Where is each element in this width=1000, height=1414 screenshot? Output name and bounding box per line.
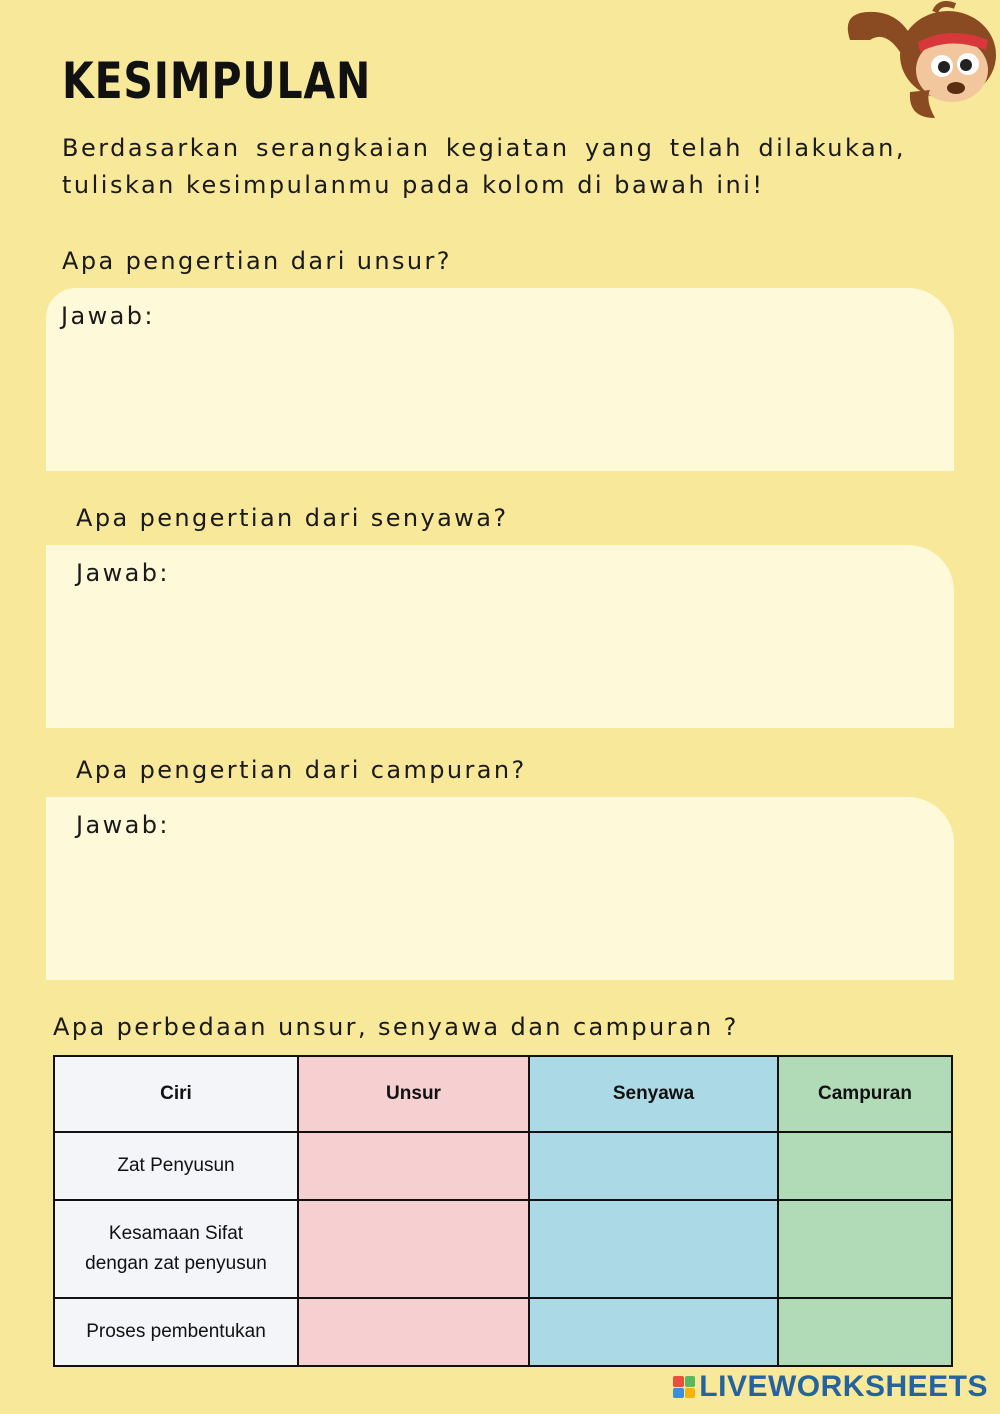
cell-unsur-kesamaan-sifat[interactable]: [298, 1200, 529, 1298]
table-question: Apa perbedaan unsur, senyawa dan campuran ?: [53, 1013, 739, 1041]
header-ciri: Ciri: [54, 1056, 298, 1132]
table-row: [54, 1298, 952, 1366]
header-unsur: Unsur: [298, 1056, 529, 1132]
row-label-line: Kesamaan Sifat: [108, 1223, 244, 1244]
cell-campuran-zat-penyusun[interactable]: [778, 1132, 952, 1200]
cell-campuran-kesamaan-sifat[interactable]: [778, 1200, 952, 1298]
answer-label: Jawab:: [76, 559, 170, 587]
answer-box-unsur: [46, 288, 954, 471]
row-label-line: dengan zat penyusun: [85, 1253, 267, 1274]
answer-box-senyawa: [46, 545, 954, 728]
table-header-row: [54, 1056, 952, 1132]
row-label-zat-penyusun: Zat Penyusun: [54, 1132, 298, 1200]
cell-unsur-zat-penyusun[interactable]: [298, 1132, 529, 1200]
table-row: [54, 1200, 952, 1298]
cell-senyawa-proses-pembentukan[interactable]: [529, 1298, 778, 1366]
question-senyawa: Apa pengertian dari senyawa?: [76, 504, 509, 532]
monkey-illustration: [830, 0, 1000, 125]
answer-label: Jawab:: [76, 811, 170, 839]
liveworksheets-grid-icon: [673, 1376, 695, 1398]
question-campuran: Apa pengertian dari campuran?: [76, 756, 527, 784]
comparison-table: [53, 1055, 953, 1367]
question-unsur: Apa pengertian dari unsur?: [62, 247, 452, 275]
instructions-text: Berdasarkan serangkaian kegiatan yang telah dilakukan, tuliskan kesimpulanmu pada kolom di bawah ini!: [62, 134, 906, 199]
page-title: KESIMPULAN: [62, 52, 372, 110]
row-label-kesamaan-sifat: [54, 1200, 298, 1298]
answer-input-unsur[interactable]: [76, 338, 924, 459]
cell-senyawa-kesamaan-sifat[interactable]: [529, 1200, 778, 1298]
answer-label: Jawab:: [61, 302, 155, 330]
row-label-proses-pembentukan: Proses pembentukan: [54, 1298, 298, 1366]
answer-box-campuran: [46, 797, 954, 980]
answer-input-senyawa[interactable]: [76, 595, 924, 716]
header-senyawa: Senyawa: [529, 1056, 778, 1132]
answer-input-campuran[interactable]: [76, 847, 924, 968]
cell-unsur-proses-pembentukan[interactable]: [298, 1298, 529, 1366]
header-campuran: Campuran: [778, 1056, 952, 1132]
brand-text: LIVEWORKSHEETS: [699, 1370, 988, 1403]
cell-campuran-proses-pembentukan[interactable]: [778, 1298, 952, 1366]
table-row: [54, 1132, 952, 1200]
cell-senyawa-zat-penyusun[interactable]: [529, 1132, 778, 1200]
liveworksheets-logo: [673, 1370, 988, 1404]
